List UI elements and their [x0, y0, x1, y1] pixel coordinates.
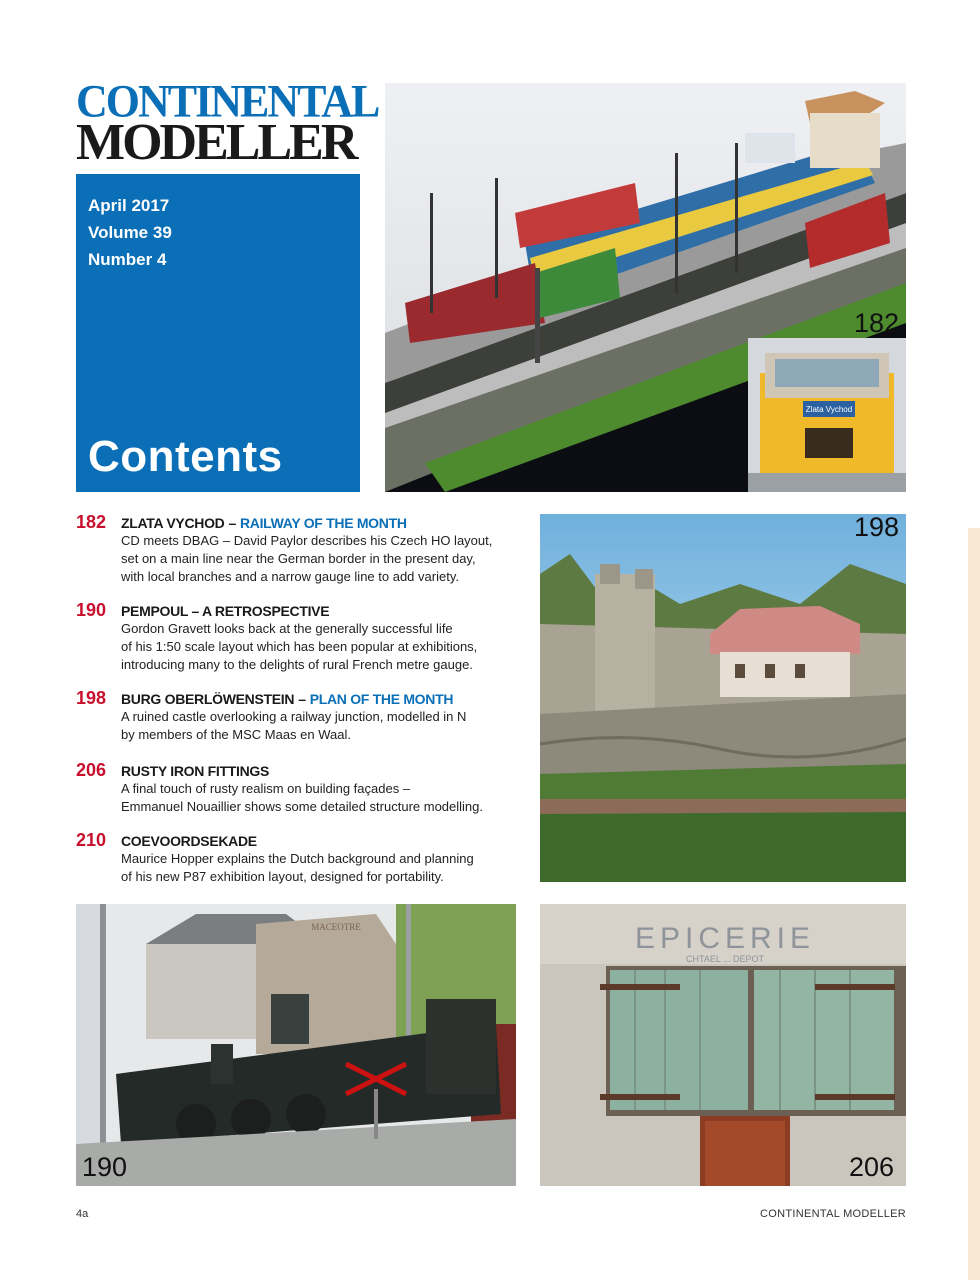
masthead-line2: MODELLER [76, 114, 356, 171]
contents-heading: Contents [88, 432, 283, 481]
masthead-logo [76, 75, 379, 171]
entry-description: Maurice Hopper explains the Dutch background and planning of his new P87 exhibition layout, designed for portability. [121, 851, 474, 884]
contents-entry-206[interactable] [76, 760, 526, 816]
photo-190-steam-locomotive [76, 904, 516, 1186]
entry-title: ZLATA VYCHOD [121, 515, 225, 531]
entry-page-number: 206 [76, 760, 107, 780]
issue-volume: Volume 39 [88, 223, 172, 242]
entry-title: COEVOORDSEKADE [121, 833, 257, 849]
entry-separator: – [228, 515, 236, 531]
entry-page-number: 182 [76, 512, 107, 532]
photo-206-rusty-shutters [540, 904, 906, 1186]
entry-category: RAILWAY OF THE MONTH [239, 515, 407, 531]
epicerie-sub-sign: CHTAEL ... DEPOT [685, 954, 765, 964]
contents-entry-198[interactable] [76, 688, 526, 744]
footer-publication: CONTINENTAL MODELLER [760, 1208, 906, 1220]
entry-category: PLAN OF THE MONTH [309, 691, 454, 707]
page-edge-strip [968, 528, 980, 1280]
issue-info-box [76, 174, 360, 492]
contents-entry-190[interactable] [76, 600, 526, 672]
entry-page-number: 210 [76, 830, 107, 850]
maceotre-sign: MACEOTRE [311, 922, 361, 932]
photo-190-page-label: 190 [82, 1152, 128, 1182]
entry-description: CD meets DBAG – David Paylor describes his Czech HO layout, set on a main line near the German border in the present day, with local branches and a narrow gauge line to add variety. [121, 533, 493, 584]
photo-182-page-label: 182 [854, 308, 900, 338]
entry-page-number: 198 [76, 688, 107, 708]
issue-date: April 2017 [88, 196, 170, 215]
entry-page-number: 190 [76, 600, 107, 620]
photo-198-page-label: 198 [854, 514, 900, 542]
photo-198-castle [540, 514, 906, 882]
contents-entry-182[interactable] [76, 512, 526, 584]
entry-description: A final touch of rusty realism on building façades – Emmanuel Nouaillier shows some detailed structure modelling. [121, 781, 484, 814]
entry-separator: – [298, 691, 306, 707]
photo-206-page-label: 206 [849, 1152, 895, 1182]
footer-page-ref: 4a [76, 1208, 89, 1220]
entry-title: RUSTY IRON FITTINGS [121, 763, 270, 779]
entry-description: Gordon Gravett looks back at the generally successful life of his 1:50 scale layout which has been popular at exhibitions, introducing many to the delights of rural French metre gauge. [121, 621, 478, 672]
contents-entry-210[interactable] [76, 830, 526, 886]
masthead-line1: CONTINENTAL [76, 75, 379, 128]
zlata-vychod-sign: Zlata Vychod [805, 405, 853, 414]
entry-description: A ruined castle overlooking a railway junction, modelled in N by members of the MSC Maas en Waal. [121, 709, 467, 742]
epicerie-sign: EPICERIE [634, 922, 816, 955]
entry-title: PEMPOUL – A RETROSPECTIVE [121, 603, 330, 619]
entry-title: BURG OBERLÖWENSTEIN [121, 691, 295, 707]
photo-182-railway-layout [385, 83, 906, 492]
issue-number: Number 4 [88, 250, 167, 269]
